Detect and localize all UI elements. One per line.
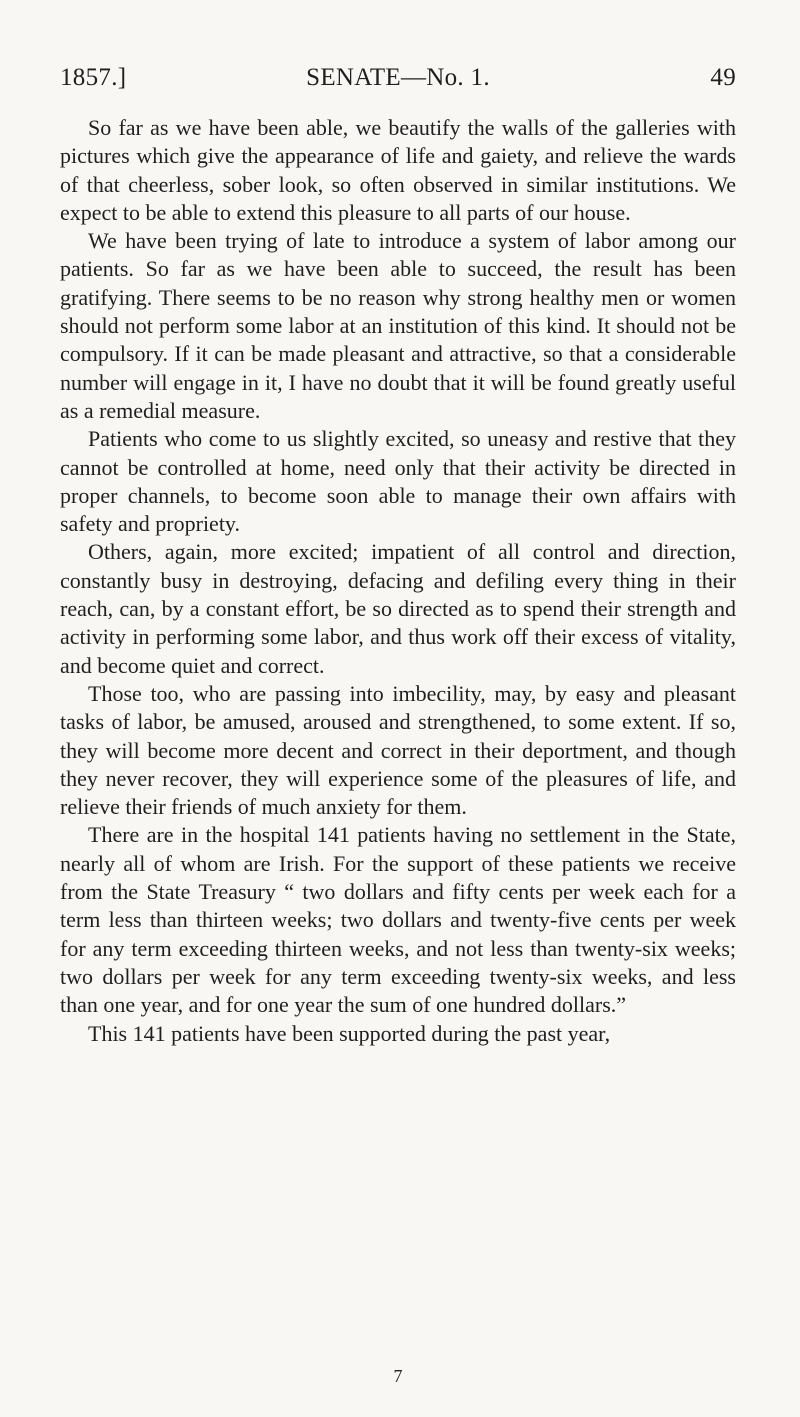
paragraph-5: Those too, who are passing into imbecility, may, by easy and pleasant tasks of labor, be amused, aroused and strengthened, to some extent. If so, they will become more decent and correct in their deportment, and though they never recover, they will experience some of the pleasures of life, and relieve their friends of much anxiety for them. [60,680,736,820]
paragraph-6: There are in the hospital 141 patients having no settlement in the State, nearly all of whom are Irish. For the support of these patients we receive from the State Treasury “ two dollars and fifty cents per week each for a term less than thirteen weeks; two dollars and twenty-five cents per week for any term exceeding thirteen weeks, and not less than twenty-six weeks; two dollars per week for any term exceeding twenty-six weeks, and less than one year, and for one year the sum of one hundred dollars.” [60,822,736,1018]
header-title: SENATE—No. 1. [306,64,490,91]
page-number: 49 [710,64,736,91]
body-text [60,114,736,1048]
paragraph-1: So far as we have been able, we beautify the walls of the galleries with pictures which give the appearance of life and gaiety, and relieve the wards of that cheerless, sober look, so often observed in similar institutions. We expect to be able to extend this pleasure to all parts of our house. [60,115,736,225]
signature-mark: 7 [393,1366,403,1386]
paragraph-7: This 141 patients have been supported during the past year, [88,1020,611,1046]
running-header [60,64,736,96]
paragraph-2: We have been trying of late to introduce a system of labor among our patients. So far as we have been able to succeed, the result has been gratifying. There seems to be no reason why strong healthy men or women should not perform some labor at an institution of this kind. It should not be compulsory. If it can be made pleasant and attractive, so that a considerable number will engage in it, I have no doubt that it will be found greatly useful as a remedial measure. [60,228,736,423]
header-year: 1857.] [60,64,127,91]
paragraph-3: Patients who come to us slightly excited, so uneasy and restive that they cannot be controlled at home, need only that their activity be directed in proper channels, to become soon able to manage their own affairs with safety and propriety. [60,426,736,537]
paragraph-4: Others, again, more excited; impatient of all control and direction, constantly busy in destroying, defacing and defiling every thing in their reach, can, by a constant effort, be so directed as to spend their strength and activity in performing some labor, and thus work off their excess of vitality, and become quiet and correct. [60,539,736,678]
